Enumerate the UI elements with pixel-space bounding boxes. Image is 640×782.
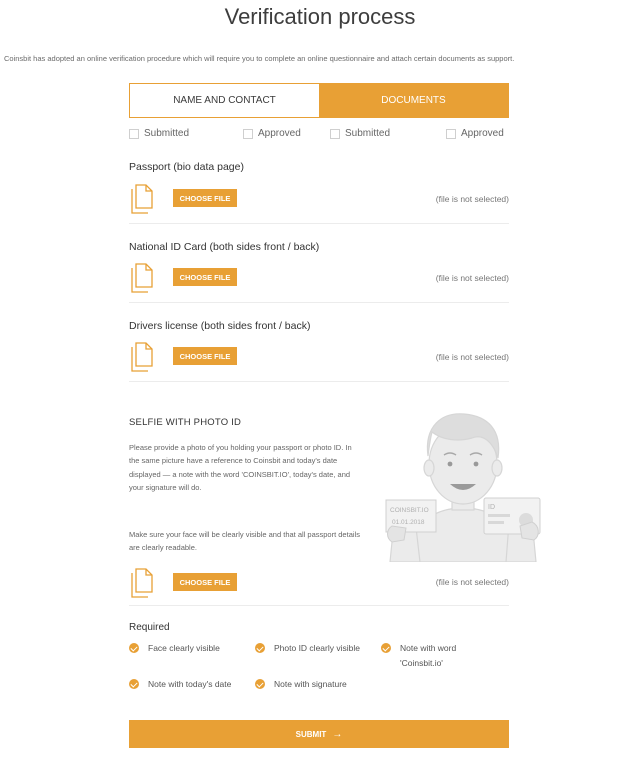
tab-documents[interactable]: DOCUMENTS xyxy=(319,84,508,117)
tab-bar xyxy=(129,83,509,118)
file-status: (file is not selected) xyxy=(435,577,509,587)
intro-text: Coinsbit has adopted an online verification procedure which will require you to complete an online questionnaire and attach certain documents as support. xyxy=(4,54,515,63)
check-icon xyxy=(255,679,265,689)
selfie-heading: SELFIE WITH PHOTO ID xyxy=(129,417,242,428)
check-icon xyxy=(129,679,139,689)
choose-file-button[interactable]: CHOOSE FILE xyxy=(173,347,237,365)
status-label: Submitted xyxy=(144,128,190,139)
submit-label: SUBMIT xyxy=(295,729,327,739)
status-checkbox xyxy=(446,129,456,139)
status-checkbox xyxy=(129,129,139,139)
selfie-instructions: Please provide a photo of you holding your passport or photo ID. In the same picture have a reference to Coinsbit and today's date displayed — a note with the word 'COINSBIT.IO', today's date, and your signature will do. xyxy=(129,443,352,492)
choose-file-button[interactable]: CHOOSE FILE xyxy=(173,573,237,591)
card-text: ID xyxy=(488,504,495,511)
note-text: COINSBIT.IO xyxy=(390,507,429,514)
submit-button[interactable] xyxy=(129,720,509,748)
choose-file-button[interactable]: CHOOSE FILE xyxy=(173,268,237,286)
arrow-right-icon: → xyxy=(332,728,343,740)
file-icon xyxy=(130,263,154,293)
drivers-license-section xyxy=(129,303,509,382)
status-approved-2 xyxy=(446,128,504,139)
status-checkbox xyxy=(243,129,253,139)
national-id-section xyxy=(129,224,509,303)
status-label: Approved xyxy=(258,128,301,139)
selfie-illustration xyxy=(384,404,542,562)
required-heading: Required xyxy=(129,622,170,633)
file-icon xyxy=(130,568,154,598)
passport-label: Passport (bio data page) xyxy=(129,161,244,173)
status-submitted-1 xyxy=(129,128,189,139)
required-item: Note with today's date xyxy=(129,677,254,692)
national-id-label: National ID Card (both sides front / back) xyxy=(129,241,320,253)
file-icon xyxy=(130,342,154,372)
selfie-requirements: Make sure your face will be clearly visible and that all passport details are clearly readable. xyxy=(129,530,360,553)
status-approved-1 xyxy=(243,128,301,139)
status-checkbox xyxy=(330,129,340,139)
required-item: Face clearly visible xyxy=(129,641,249,656)
required-item: Note with signature xyxy=(255,677,380,692)
file-status: (file is not selected) xyxy=(435,352,509,362)
required-item: Photo ID clearly visible xyxy=(255,641,375,656)
page-title: Verification process xyxy=(224,4,416,29)
status-row xyxy=(129,128,509,142)
check-icon xyxy=(381,643,391,653)
selfie-upload-section xyxy=(129,562,509,606)
file-status: (file is not selected) xyxy=(435,194,509,204)
passport-section xyxy=(129,158,509,224)
tab-name-and-contact[interactable]: NAME AND CONTACT xyxy=(130,84,319,117)
file-status: (file is not selected) xyxy=(435,273,509,283)
status-label: Submitted xyxy=(345,128,391,139)
choose-file-button[interactable]: CHOOSE FILE xyxy=(173,189,237,207)
status-label: Approved xyxy=(461,128,504,139)
status-submitted-2 xyxy=(330,128,390,139)
note-date: 01.01.2018 xyxy=(392,519,425,526)
required-item: Note with word 'Coinsbit.io' xyxy=(381,641,485,671)
check-icon xyxy=(255,643,265,653)
check-icon xyxy=(129,643,139,653)
file-icon xyxy=(130,184,154,214)
drivers-license-label: Drivers license (both sides front / back) xyxy=(129,320,311,332)
